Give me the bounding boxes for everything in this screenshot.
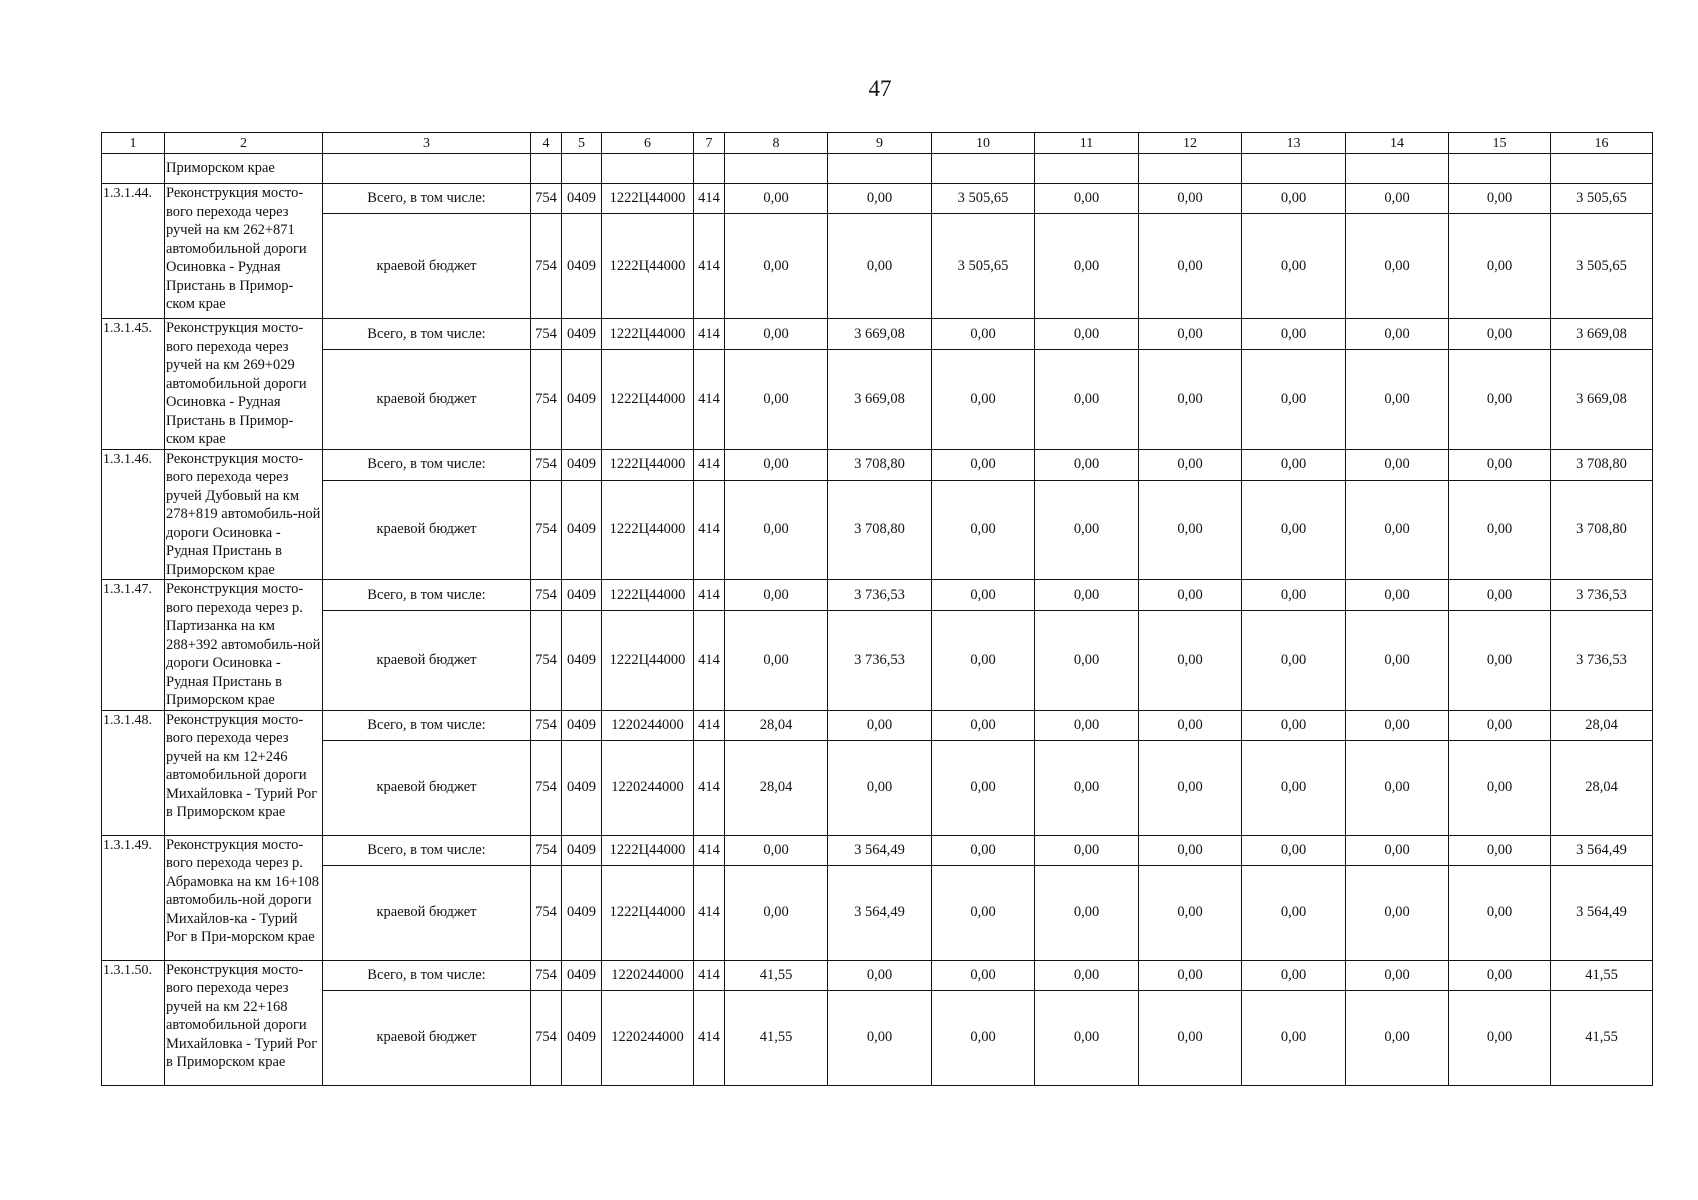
column-header: 2 [165, 133, 323, 154]
column-header: 5 [562, 133, 602, 154]
funding-source-cell: краевой бюджет [323, 865, 531, 960]
amount-cell: 0,00 [1139, 319, 1242, 350]
column-header: 1 [102, 133, 165, 154]
amount-cell: 0,00 [1242, 960, 1346, 990]
amount-cell: 3 736,53 [1551, 580, 1653, 611]
amount-cell: 3 564,49 [1551, 865, 1653, 960]
funding-source-cell: Всего, в том числе: [323, 580, 531, 611]
amount-cell: 0,00 [1035, 835, 1139, 865]
code-cell: 754 [531, 480, 562, 579]
amount-cell: 0,00 [725, 580, 828, 611]
funding-source-cell: краевой бюджет [323, 480, 531, 579]
amount-cell: 0,00 [1346, 960, 1449, 990]
item-number-cell: 1.3.1.46. [102, 449, 165, 580]
item-total-row [102, 710, 1653, 740]
code-cell: 414 [694, 990, 725, 1085]
code-cell: 754 [531, 740, 562, 835]
code-cell: 1222Ц44000 [602, 449, 694, 480]
amount-cell: 0,00 [1449, 350, 1551, 449]
amount-cell: 0,00 [828, 184, 932, 214]
column-header: 16 [1551, 133, 1653, 154]
item-total-row [102, 184, 1653, 214]
code-cell: 754 [531, 835, 562, 865]
amount-cell: 0,00 [725, 319, 828, 350]
column-number-row [102, 133, 1653, 154]
amount-cell: 0,00 [1449, 449, 1551, 480]
amount-cell: 0,00 [828, 214, 932, 319]
amount-cell: 0,00 [725, 480, 828, 579]
amount-cell: 0,00 [932, 990, 1035, 1085]
amount-cell: 0,00 [1449, 214, 1551, 319]
funding-source-cell: краевой бюджет [323, 611, 531, 710]
item-number-cell: 1.3.1.45. [102, 319, 165, 450]
amount-cell: 0,00 [725, 835, 828, 865]
amount-cell: 3 708,80 [828, 480, 932, 579]
funding-source-cell: краевой бюджет [323, 990, 531, 1085]
amount-cell: 0,00 [1035, 214, 1139, 319]
amount-cell: 3 736,53 [828, 611, 932, 710]
amount-cell: 0,00 [932, 449, 1035, 480]
page-number: 47 [868, 76, 892, 101]
code-cell: 414 [694, 865, 725, 960]
item-name-cell: Реконструкция мосто-вого перехода через ручей на км 12+246 автомобильной дороги Михайловка - Турий Рог в Приморском крае [165, 710, 323, 835]
empty-cell [725, 154, 828, 184]
budget-table [101, 132, 1653, 1086]
code-cell: 754 [531, 319, 562, 350]
amount-cell: 0,00 [828, 740, 932, 835]
code-cell: 0409 [562, 580, 602, 611]
column-header: 10 [932, 133, 1035, 154]
amount-cell: 3 736,53 [828, 580, 932, 611]
funding-source-cell: Всего, в том числе: [323, 184, 531, 214]
amount-cell: 41,55 [1551, 990, 1653, 1085]
funding-source-cell: Всего, в том числе: [323, 319, 531, 350]
item-name-cell: Реконструкция мосто-вого перехода через р. Абрамовка на км 16+108 автомобиль-ной дороги Михайлов-ка - Турий Рог в При-морском крае [165, 835, 323, 960]
amount-cell: 0,00 [1242, 319, 1346, 350]
amount-cell: 0,00 [1139, 214, 1242, 319]
amount-cell: 0,00 [1449, 710, 1551, 740]
amount-cell: 3 564,49 [828, 835, 932, 865]
amount-cell: 0,00 [1346, 319, 1449, 350]
amount-cell: 0,00 [1035, 865, 1139, 960]
item-budget-row [102, 350, 1653, 449]
amount-cell: 0,00 [725, 611, 828, 710]
amount-cell: 0,00 [932, 319, 1035, 350]
amount-cell: 3 669,08 [828, 350, 932, 449]
amount-cell: 3 708,80 [1551, 480, 1653, 579]
amount-cell: 0,00 [932, 480, 1035, 579]
item-name-cell: Реконструкция мосто-вого перехода через ручей на км 269+029 автомобильной дороги Осиновка - Рудная Пристань в Примор-ском крае [165, 319, 323, 450]
funding-source-cell: Всего, в том числе: [323, 710, 531, 740]
amount-cell: 0,00 [1449, 865, 1551, 960]
code-cell: 414 [694, 611, 725, 710]
amount-cell: 0,00 [1346, 990, 1449, 1085]
amount-cell: 0,00 [932, 580, 1035, 611]
amount-cell: 0,00 [1346, 350, 1449, 449]
amount-cell: 28,04 [1551, 740, 1653, 835]
amount-cell: 0,00 [1346, 580, 1449, 611]
amount-cell: 0,00 [725, 865, 828, 960]
amount-cell: 0,00 [1035, 350, 1139, 449]
amount-cell: 0,00 [1139, 480, 1242, 579]
amount-cell: 28,04 [1551, 710, 1653, 740]
code-cell: 1222Ц44000 [602, 350, 694, 449]
amount-cell: 0,00 [1035, 990, 1139, 1085]
amount-cell: 0,00 [1242, 184, 1346, 214]
amount-cell: 0,00 [1242, 835, 1346, 865]
amount-cell: 0,00 [1139, 611, 1242, 710]
amount-cell: 0,00 [1139, 990, 1242, 1085]
column-header: 12 [1139, 133, 1242, 154]
amount-cell: 0,00 [1035, 580, 1139, 611]
amount-cell: 41,55 [725, 990, 828, 1085]
amount-cell: 0,00 [1035, 611, 1139, 710]
amount-cell: 0,00 [1346, 480, 1449, 579]
item-budget-row [102, 611, 1653, 710]
amount-cell: 3 564,49 [828, 865, 932, 960]
code-cell: 0409 [562, 480, 602, 579]
code-cell: 0409 [562, 740, 602, 835]
column-header: 11 [1035, 133, 1139, 154]
amount-cell: 0,00 [828, 960, 932, 990]
amount-cell: 0,00 [725, 214, 828, 319]
column-header: 4 [531, 133, 562, 154]
amount-cell: 0,00 [1139, 865, 1242, 960]
amount-cell: 3 736,53 [1551, 611, 1653, 710]
amount-cell: 0,00 [1139, 740, 1242, 835]
code-cell: 754 [531, 580, 562, 611]
amount-cell: 0,00 [1449, 835, 1551, 865]
code-cell: 754 [531, 214, 562, 319]
empty-cell [1139, 154, 1242, 184]
code-cell: 0409 [562, 611, 602, 710]
empty-cell [1449, 154, 1551, 184]
amount-cell: 0,00 [932, 960, 1035, 990]
item-name-cell: Реконструкция мосто-вого перехода через ручей Дубовый на км 278+819 автомобиль-ной дороги Осиновка - Рудная Пристань в Приморском крае [165, 449, 323, 580]
code-cell: 754 [531, 350, 562, 449]
amount-cell: 0,00 [932, 350, 1035, 449]
amount-cell: 0,00 [1035, 480, 1139, 579]
amount-cell: 0,00 [725, 449, 828, 480]
column-header: 9 [828, 133, 932, 154]
code-cell: 1222Ц44000 [602, 835, 694, 865]
code-cell: 414 [694, 184, 725, 214]
amount-cell: 0,00 [1242, 449, 1346, 480]
code-cell: 1222Ц44000 [602, 319, 694, 350]
amount-cell: 0,00 [1346, 449, 1449, 480]
amount-cell: 0,00 [1035, 960, 1139, 990]
amount-cell: 0,00 [1035, 710, 1139, 740]
code-cell: 754 [531, 449, 562, 480]
column-header: 13 [1242, 133, 1346, 154]
amount-cell: 0,00 [1035, 740, 1139, 835]
amount-cell: 0,00 [1242, 214, 1346, 319]
amount-cell: 3 505,65 [932, 214, 1035, 319]
amount-cell: 0,00 [1035, 449, 1139, 480]
amount-cell: 0,00 [1449, 580, 1551, 611]
code-cell: 1220244000 [602, 960, 694, 990]
code-cell: 414 [694, 580, 725, 611]
code-cell: 754 [531, 990, 562, 1085]
code-cell: 0409 [562, 214, 602, 319]
amount-cell: 0,00 [932, 611, 1035, 710]
code-cell: 1222Ц44000 [602, 214, 694, 319]
amount-cell: 0,00 [1139, 960, 1242, 990]
amount-cell: 0,00 [1242, 710, 1346, 740]
item-total-row [102, 960, 1653, 990]
amount-cell: 0,00 [1449, 960, 1551, 990]
code-cell: 1222Ц44000 [602, 580, 694, 611]
column-header: 14 [1346, 133, 1449, 154]
table-body [102, 133, 1653, 1086]
code-cell: 1220244000 [602, 740, 694, 835]
amount-cell: 0,00 [932, 865, 1035, 960]
code-cell: 0409 [562, 835, 602, 865]
item-name-cell: Реконструкция мосто-вого перехода через ручей на км 22+168 автомобильной дороги Михайловка - Турий Рог в Приморском крае [165, 960, 323, 1085]
item-total-row [102, 449, 1653, 480]
amount-cell: 0,00 [1242, 740, 1346, 835]
code-cell: 754 [531, 184, 562, 214]
code-cell: 0409 [562, 350, 602, 449]
item-total-row [102, 319, 1653, 350]
amount-cell: 0,00 [1346, 710, 1449, 740]
code-cell: 1220244000 [602, 710, 694, 740]
amount-cell: 0,00 [1449, 184, 1551, 214]
empty-cell [1035, 154, 1139, 184]
funding-source-cell: краевой бюджет [323, 350, 531, 449]
amount-cell: 3 669,08 [1551, 350, 1653, 449]
code-cell: 0409 [562, 865, 602, 960]
amount-cell: 3 564,49 [1551, 835, 1653, 865]
amount-cell: 0,00 [1139, 580, 1242, 611]
item-name-cell: Реконструкция мосто-вого перехода через р. Партизанка на км 288+392 автомобиль-ной дороги Осиновка - Рудная Пристань в Приморском крае [165, 580, 323, 711]
amount-cell: 0,00 [1346, 214, 1449, 319]
amount-cell: 3 669,08 [828, 319, 932, 350]
code-cell: 0409 [562, 184, 602, 214]
funding-source-cell: Всего, в том числе: [323, 835, 531, 865]
amount-cell: 0,00 [1346, 184, 1449, 214]
funding-source-cell: Всего, в том числе: [323, 449, 531, 480]
amount-cell: 0,00 [1242, 350, 1346, 449]
amount-cell: 41,55 [725, 960, 828, 990]
code-cell: 414 [694, 710, 725, 740]
code-cell: 414 [694, 480, 725, 579]
item-budget-row [102, 740, 1653, 835]
code-cell: 0409 [562, 319, 602, 350]
empty-cell [323, 154, 531, 184]
column-header: 7 [694, 133, 725, 154]
amount-cell: 0,00 [1242, 990, 1346, 1085]
amount-cell: 28,04 [725, 740, 828, 835]
empty-cell [1346, 154, 1449, 184]
amount-cell: 0,00 [1139, 449, 1242, 480]
code-cell: 414 [694, 960, 725, 990]
amount-cell: 0,00 [1449, 480, 1551, 579]
empty-cell [1551, 154, 1653, 184]
amount-cell: 0,00 [1346, 865, 1449, 960]
code-cell: 414 [694, 835, 725, 865]
amount-cell: 3 669,08 [1551, 319, 1653, 350]
item-number-cell: 1.3.1.49. [102, 835, 165, 960]
item-budget-row [102, 214, 1653, 319]
code-cell: 754 [531, 710, 562, 740]
amount-cell: 0,00 [932, 740, 1035, 835]
amount-cell: 0,00 [932, 835, 1035, 865]
amount-cell: 28,04 [725, 710, 828, 740]
code-cell: 0409 [562, 960, 602, 990]
funding-source-cell: краевой бюджет [323, 214, 531, 319]
code-cell: 1222Ц44000 [602, 184, 694, 214]
amount-cell: 0,00 [828, 990, 932, 1085]
empty-cell [932, 154, 1035, 184]
code-cell: 414 [694, 449, 725, 480]
empty-cell [531, 154, 562, 184]
amount-cell: 0,00 [1346, 740, 1449, 835]
amount-cell: 0,00 [1242, 580, 1346, 611]
code-cell: 754 [531, 960, 562, 990]
empty-cell [602, 154, 694, 184]
column-header: 15 [1449, 133, 1551, 154]
code-cell: 1222Ц44000 [602, 865, 694, 960]
empty-cell [828, 154, 932, 184]
amount-cell: 3 708,80 [1551, 449, 1653, 480]
item-total-row [102, 580, 1653, 611]
item-name-cell: Реконструкция мосто-вого перехода через ручей на км 262+871 автомобильной дороги Осиновка - Рудная Пристань в Примор-ском крае [165, 184, 323, 319]
funding-source-cell: краевой бюджет [323, 740, 531, 835]
amount-cell: 0,00 [1139, 835, 1242, 865]
amount-cell: 0,00 [1449, 740, 1551, 835]
amount-cell: 0,00 [1139, 184, 1242, 214]
item-number-cell: 1.3.1.47. [102, 580, 165, 711]
amount-cell: 3 505,65 [932, 184, 1035, 214]
amount-cell: 0,00 [1242, 480, 1346, 579]
amount-cell: 0,00 [1139, 710, 1242, 740]
amount-cell: 3 505,65 [1551, 184, 1653, 214]
code-cell: 414 [694, 740, 725, 835]
code-cell: 414 [694, 214, 725, 319]
code-cell: 1220244000 [602, 990, 694, 1085]
code-cell: 754 [531, 611, 562, 710]
continued-name-cell: Приморском крае [165, 154, 323, 184]
amount-cell: 0,00 [1139, 350, 1242, 449]
empty-cell [694, 154, 725, 184]
continuation-row [102, 154, 1653, 184]
code-cell: 1222Ц44000 [602, 611, 694, 710]
amount-cell: 0,00 [932, 710, 1035, 740]
column-header: 3 [323, 133, 531, 154]
amount-cell: 0,00 [828, 710, 932, 740]
amount-cell: 0,00 [725, 350, 828, 449]
code-cell: 414 [694, 319, 725, 350]
amount-cell: 0,00 [1035, 319, 1139, 350]
amount-cell: 0,00 [1449, 990, 1551, 1085]
item-budget-row [102, 865, 1653, 960]
amount-cell: 0,00 [1035, 184, 1139, 214]
amount-cell: 0,00 [1346, 835, 1449, 865]
funding-source-cell: Всего, в том числе: [323, 960, 531, 990]
empty-cell [102, 154, 165, 184]
amount-cell: 0,00 [1449, 611, 1551, 710]
column-header: 8 [725, 133, 828, 154]
empty-cell [1242, 154, 1346, 184]
amount-cell: 0,00 [725, 184, 828, 214]
empty-cell [562, 154, 602, 184]
item-number-cell: 1.3.1.50. [102, 960, 165, 1085]
amount-cell: 0,00 [1242, 865, 1346, 960]
item-number-cell: 1.3.1.48. [102, 710, 165, 835]
code-cell: 0409 [562, 449, 602, 480]
code-cell: 414 [694, 350, 725, 449]
code-cell: 1222Ц44000 [602, 480, 694, 579]
item-budget-row [102, 480, 1653, 579]
code-cell: 0409 [562, 990, 602, 1085]
code-cell: 754 [531, 865, 562, 960]
code-cell: 0409 [562, 710, 602, 740]
amount-cell: 0,00 [1449, 319, 1551, 350]
amount-cell: 0,00 [1242, 611, 1346, 710]
amount-cell: 41,55 [1551, 960, 1653, 990]
item-budget-row [102, 990, 1653, 1085]
amount-cell: 3 505,65 [1551, 214, 1653, 319]
amount-cell: 3 708,80 [828, 449, 932, 480]
column-header: 6 [602, 133, 694, 154]
amount-cell: 0,00 [1346, 611, 1449, 710]
item-number-cell: 1.3.1.44. [102, 184, 165, 319]
item-total-row [102, 835, 1653, 865]
